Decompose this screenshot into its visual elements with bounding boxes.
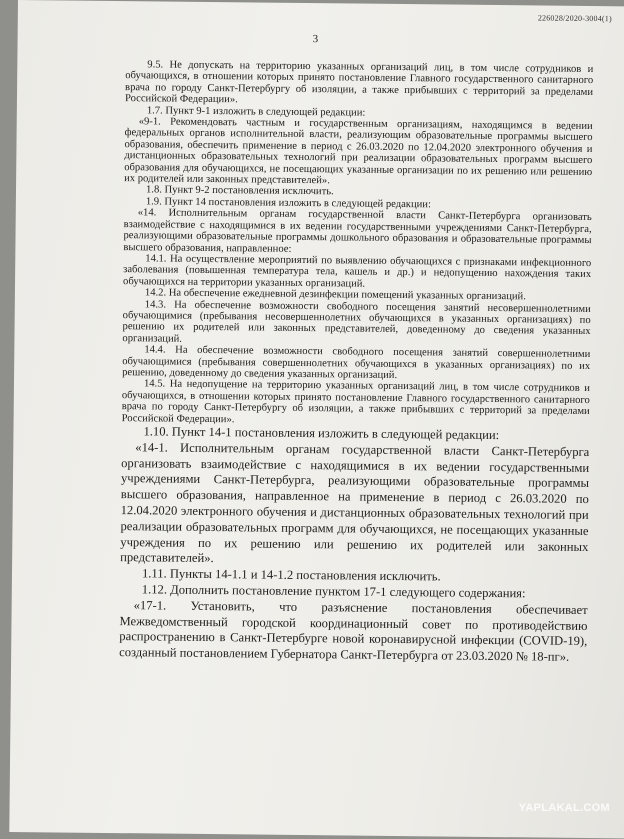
paragraph-1-11: 1.11. Пункты 14-1.1 и 14-1.2 постановления исключить. xyxy=(141,566,441,584)
page-number: 3 xyxy=(312,33,319,46)
paragraph-14-1: 14.1. На осуществление мероприятий по выявлению обучающихся с признаками инфекционного заболевания (повышенная температура тела, кашель и др.) и недопущению нахождения таких обучающихся на территории указанных организаций. xyxy=(123,253,592,290)
paragraph-14-1-quote: «14-1. Исполнительным органам государственной власти Санкт-Петербурга организовать взаимодействие с находящимися в их ведении государственными учреждениями Санкт-Петербурга, реализующими образовательные программы высшего образования, направленное на применение в период с 26.03.2020 по 12.04.2020 электронного обучения и дистанционных образовательных технологий при реализации образовательных программ для обучающихся, не посещающих указанные учреждения по их решению или решению их родителей или законных представителей». xyxy=(120,440,590,566)
paragraph-17-1-quote: «17-1. Установить, что разъяснение постановления обеспечивает Межведомственный городской координационный совет по противодействию распространению в Санкт-Петербурге новой коронавирусной инфекции (COVID-19), созданный постановлением Губернатора Санкт-Петербурга от 23.03.2020 № 18-пг». xyxy=(119,598,588,664)
paragraph-14-2: 14.2. На обеспечение ежедневной дезинфекции помещений указанных организаций. xyxy=(144,287,526,303)
paragraph-14-3: 14.3. На обеспечение возможности свободного посещения занятий несовершеннолетними обучающимися (пребывания несовершеннолетних обучающихся в указанных организациях) по решению их родителей или законных представителей, доведенному до сведения указанных организаций. xyxy=(122,298,591,345)
paragraph-14-5: 14.5. На недопущение на территорию указанных организаций лиц, в том числе сотрудников и обучающихся, в отношении которых принято постановление Главного государственного санитарного врача по городу Санкт-Петербургу об изоляции, а также прибывших с территорий за пределами Российской Федерации». xyxy=(121,378,591,425)
paragraph-1-12: 1.12. Дополнить постановление пунктом 17-1 следующего содержания: xyxy=(141,582,526,601)
paragraph-9-5: 9.5. Не допускать на территорию указанных организаций лиц, в том числе сотрудников и обучающихся, в отношении которых принято постановление Главного государственного санитарного врача по городу Санкт-Петербургу об изоляции, а также прибывших с территорий за пределами Российской Федерации». xyxy=(124,59,594,106)
document-id: 226028/2020-3004(1) xyxy=(537,13,612,24)
watermark: YAPLAKAL.COM xyxy=(518,802,610,814)
paragraph-1-9: 1.9. Пункт 14 постановления изложить в следующей редакции: xyxy=(145,196,431,211)
paragraph-1-10: 1.10. Пункт 14-1 постановления изложить в следующей редакции: xyxy=(143,424,500,443)
paragraph-9-1-quote: «9-1. Рекомендовать частным и государственным организациям, находящимся в ведении федеральных органов исполнительной власти, реализующим образовательные программы высшего образования, обеспечить применение в период с 26.03.2020 по 12.04.2020 электронного обучения и дистанционных образовательных технологий при реализации образовательных программ высшего образования для обучающихся, не посещающих указанные организации по их решению или решению их родителей или законных представителей». xyxy=(124,116,593,187)
paragraph-1-8: 1.8. Пункт 9-2 постановления исключить. xyxy=(145,184,334,198)
document-body xyxy=(119,59,593,666)
paragraph-14-4: 14.4. На обеспечение возможности свободного посещения занятий совершеннолетними обучающимися (пребывания совершеннолетних обучающихся в указанных организациях) по их решению, доведенному до сведения указанных организаций. xyxy=(122,344,591,381)
paragraph-14-quote: «14. Исполнительным органам государственной власти Санкт-Петербурга организовать взаимодействие с находящимися в их ведении государственными учреждениями Санкт-Петербурга, реализующими образовательные программы дошкольного образования и образовательные программы высшего образования, направленное: xyxy=(123,207,592,255)
document-page xyxy=(9,0,624,838)
document-body-lower xyxy=(119,424,589,666)
paragraph-1-7: 1.7. Пункт 9-1 изложить в следующей редакции: xyxy=(146,104,366,119)
